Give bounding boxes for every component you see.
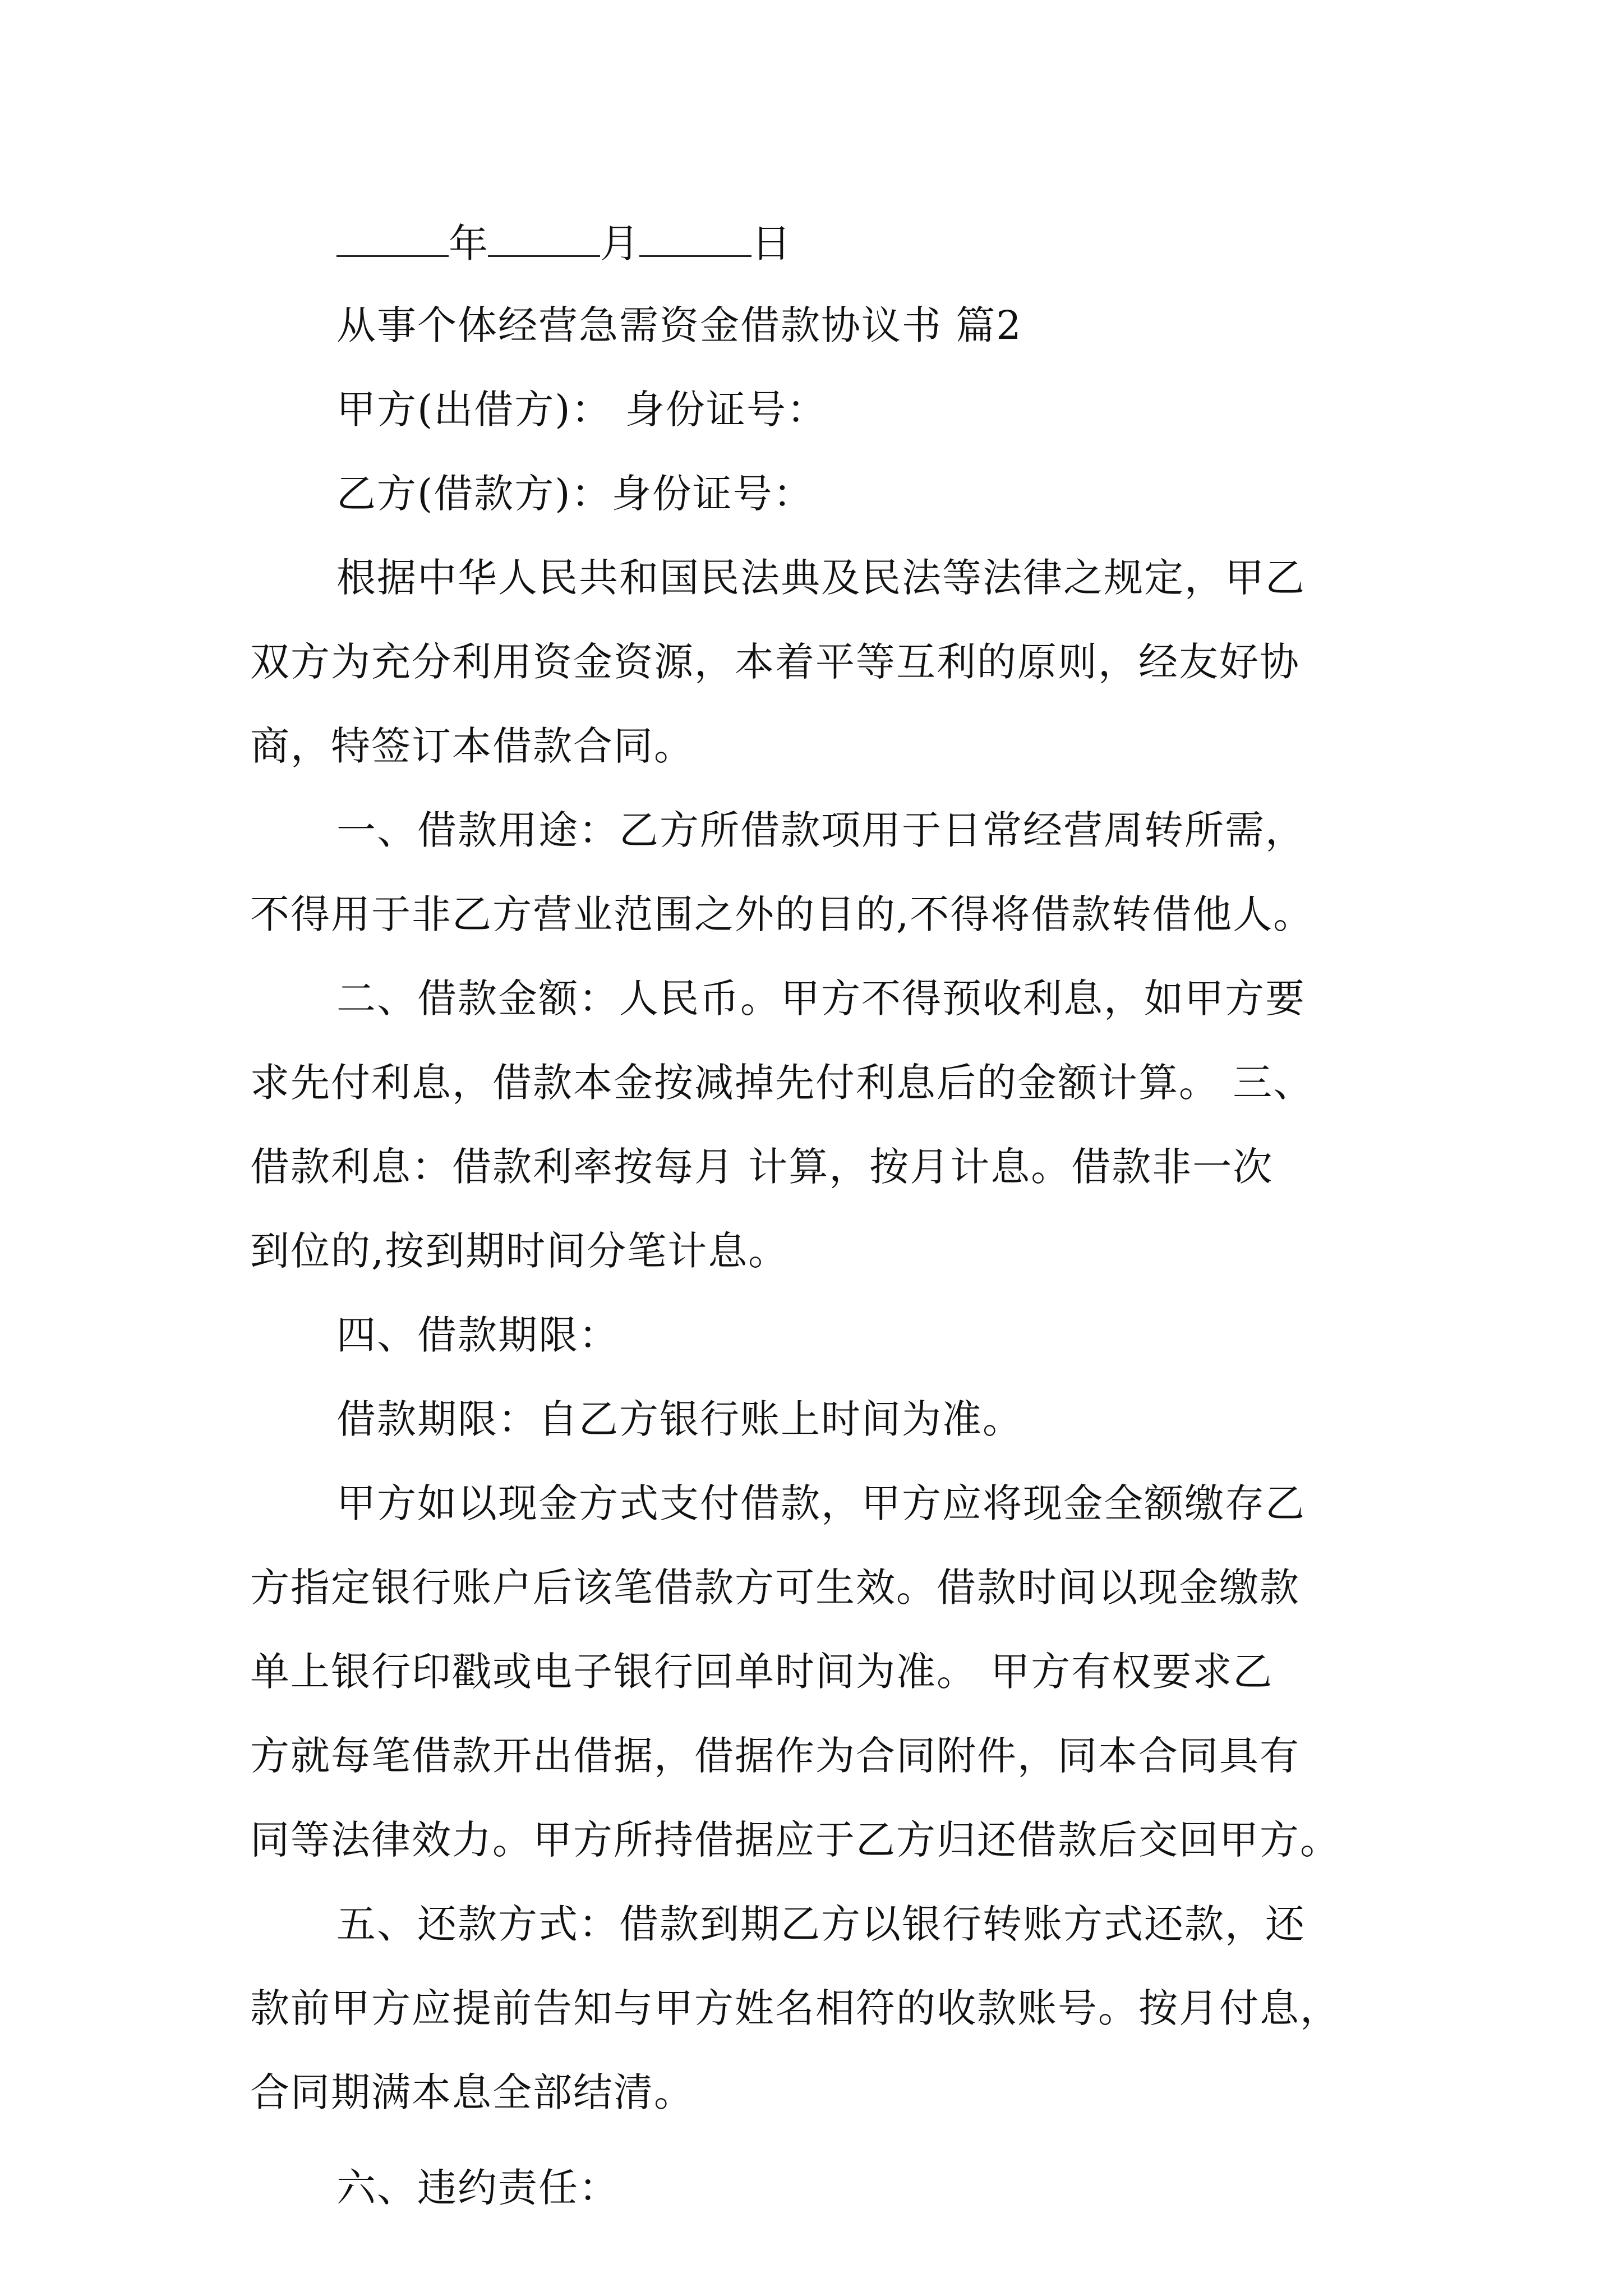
clause-line: 单上银行印戳或电子银行回单时间为准。 甲方有权要求乙 — [250, 1649, 1274, 1695]
clause-line: 到位的,按到期时间分笔计息。 — [250, 1228, 789, 1274]
day-blank — [639, 222, 751, 257]
party-b-line: 乙方(借款方)：身份证号： — [336, 471, 814, 517]
clause-line: 款前甲方应提前告知与甲方姓名相符的收款账号。按月付息， — [250, 1985, 1340, 2031]
year-blank — [336, 222, 449, 257]
month-label: 月 — [600, 220, 639, 266]
year-label: 年 — [449, 220, 488, 266]
clause-heading: 四、借款期限： — [336, 1312, 619, 1358]
paragraph-line: 商，特签订本借款合同。 — [250, 723, 694, 769]
clause-line: 借款利息：借款利率按每月 计算，按月计息。借款非一次 — [250, 1144, 1274, 1190]
clause-line: 不得用于非乙方营业范围之外的目的,不得将借款转借他人。 — [250, 891, 1314, 937]
clause-line: 合同期满本息全部结清。 — [250, 2069, 694, 2115]
clause-line: 同等法律效力。甲方所持借据应于乙方归还借款后交回甲方。 — [250, 1817, 1340, 1863]
clause-line: 方就每笔借款开出借据，借据作为合同附件，同本合同具有 — [250, 1733, 1300, 1779]
clause-line: 求先付利息，借款本金按减掉先付利息后的金额计算。 三、 — [250, 1060, 1314, 1106]
month-blank — [488, 222, 600, 257]
date-line — [336, 215, 791, 272]
party-a-line: 甲方(出借方)： 身份证号： — [336, 386, 827, 432]
clause-line: 甲方如以现金方式支付借款，甲方应将现金全额缴存乙 — [336, 1480, 1306, 1526]
clause-line: 方指定银行账户后该笔借款方可生效。借款时间以现金缴款 — [250, 1565, 1300, 1611]
day-label: 日 — [751, 220, 791, 266]
clause-line: 二、借款金额：人民币。甲方不得预收利息，如甲方要 — [336, 976, 1306, 1022]
paragraph-line: 根据中华人民共和国民法典及民法等法律之规定，甲乙 — [336, 555, 1306, 601]
clause-heading: 六、违约责任： — [336, 2165, 619, 2211]
paragraph-line: 双方为充分利用资金资源，本着平等互利的原则，经友好协 — [250, 639, 1300, 685]
clause-line: 五、还款方式：借款到期乙方以银行转账方式还款，还 — [336, 1901, 1306, 1947]
agreement-title: 从事个体经营急需资金借款协议书 篇2 — [336, 302, 1022, 348]
clause-line: 借款期限：自乙方银行账上时间为准。 — [336, 1396, 1023, 1442]
clause-line: 一、借款用途：乙方所借款项用于日常经营周转所需， — [336, 807, 1306, 853]
